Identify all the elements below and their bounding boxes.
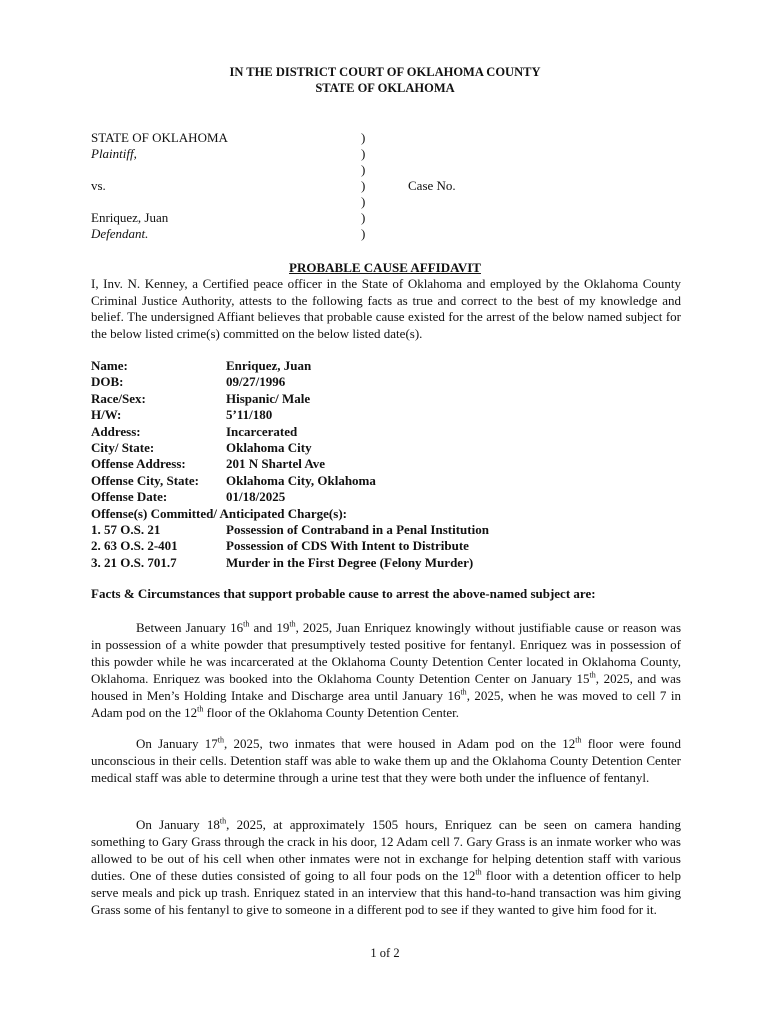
charges-heading-row <box>91 506 691 522</box>
caption-paren: ) <box>361 210 366 225</box>
caption-paren: ) <box>361 226 366 241</box>
detail-value: Incarcerated <box>226 423 298 439</box>
document-title: PROBABLE CAUSE AFFIDAVIT <box>289 260 481 275</box>
caption-paren: ) <box>361 130 366 145</box>
caption-row <box>91 178 691 194</box>
facts-paragraph-1: Between January 16th and 19th, 2025, Juan Enriquez knowingly without justifiable cause or reason was in possession of a white powder that presumptively tested positive for fentanyl. Enriquez was in possession of this powder while he was incarcerated at the Oklahoma County Detention Center located in Oklahoma County, Oklahoma. Enriquez was booked into the Oklahoma County Detention Center on January 15th, 2025, and was housed in Men’s Holding Intake and Discharge area until January 16th, 2025, when he was moved to cell 7 in Adam pod on the 12th floor of the Oklahoma County Detention Center. <box>91 619 682 720</box>
page-number: 1 of 2 <box>370 946 400 960</box>
detail-row <box>91 374 691 390</box>
caption-paren: ) <box>361 146 366 161</box>
detail-row <box>91 456 691 472</box>
plaintiff-role: Plaintiff, <box>91 146 137 161</box>
detail-value: 09/27/1996 <box>226 374 286 390</box>
charge-description: Possession of Contraband in a Penal Institution <box>226 521 489 537</box>
caption-row <box>91 226 691 242</box>
detail-label: Offense Address: <box>91 456 186 472</box>
detail-label: City/ State: <box>91 439 155 455</box>
detail-value: Enriquez, Juan <box>226 358 312 373</box>
caption-paren: ) <box>361 162 366 177</box>
detail-row <box>91 391 691 407</box>
charge-statute: 2. 63 O.S. 2-401 <box>91 538 178 554</box>
detail-label: Offense Date: <box>91 489 168 505</box>
detail-value: 201 N Shartel Ave <box>226 456 326 472</box>
case-number-label: Case No. <box>408 178 456 193</box>
charge-row <box>91 555 691 571</box>
caption-row <box>91 146 691 162</box>
charge-row <box>91 522 691 538</box>
facts-heading: Facts & Circumstances that support probable cause to arrest the above-named subject are: <box>91 586 596 601</box>
detail-value: Hispanic/ Male <box>226 390 311 406</box>
charge-description: Murder in the First Degree (Felony Murder) <box>226 554 474 570</box>
charge-description: Possession of CDS With Intent to Distribute <box>226 538 469 554</box>
detail-value: 5’11/180 <box>226 407 273 423</box>
caption-paren: ) <box>361 194 366 209</box>
detail-value: Oklahoma City <box>226 439 312 455</box>
caption-row <box>91 210 691 226</box>
detail-label: Offense City, State: <box>91 472 199 488</box>
detail-row <box>91 489 691 505</box>
intro-paragraph: I, Inv. N. Kenney, a Certified peace officer in the State of Oklahoma and employed by the Oklahoma County Criminal Justice Authority, attests to the following facts as true and correct to the best of my knowledge and belief. The undersigned Affiant believes that probable cause existed for the arrest of the below named subject for the below listed crime(s) committed on the below listed date(s). <box>91 276 681 341</box>
detail-label: DOB: <box>91 374 124 390</box>
facts-paragraph-2: On January 17th, 2025, two inmates that were housed in Adam pod on the 12th floor were found unconscious in their cells. Detention staff was able to wake them up and the Oklahoma County Detention Center medical staff was able to determine through a urine test that they were both under the influence of fentanyl. <box>91 735 681 785</box>
caption-row <box>91 194 691 210</box>
detail-label: H/W: <box>91 407 122 423</box>
detail-label: Address: <box>91 423 141 439</box>
detail-row <box>91 407 691 423</box>
detail-label: Name: <box>91 358 128 373</box>
detail-row <box>91 440 691 456</box>
facts-paragraph-3: On January 18th, 2025, at approximately 1505 hours, Enriquez can be seen on camera handing something to Gary Grass through the crack in his door, 12 Adam cell 7. Gary Grass is an inmate worker who was allowed to be out of his cell when other inmates were not in exchange for helping detention staff with various duties. One of these duties consisted of going to all four pods on the 12th floor with a detention officer to help serve meals and pick up trash. Enriquez stated in an interview that this hand-to-hand transaction was him giving Grass some of his fentanyl to give to someone in a different pod to see if they wanted to give him food for it. <box>91 816 681 917</box>
detail-value: Oklahoma City, Oklahoma <box>226 472 376 488</box>
caption-paren: ) <box>361 178 366 193</box>
defendant-name: Enriquez, Juan <box>91 210 169 225</box>
court-header <box>0 64 770 96</box>
court-state: STATE OF OKLAHOMA <box>315 81 455 95</box>
defendant-role: Defendant. <box>91 226 149 241</box>
detail-row <box>91 424 691 440</box>
charge-row <box>91 538 691 554</box>
charge-statute: 3. 21 O.S. 701.7 <box>91 554 177 570</box>
versus-label: vs. <box>91 178 106 193</box>
detail-label: Race/Sex: <box>91 390 146 406</box>
plaintiff-name: STATE OF OKLAHOMA <box>91 130 228 145</box>
caption-row <box>91 130 691 146</box>
detail-row <box>91 358 691 374</box>
court-name: IN THE DISTRICT COURT OF OKLAHOMA COUNTY <box>229 65 541 79</box>
charges-heading: Offense(s) Committed/ Anticipated Charge(s): <box>91 505 347 521</box>
charge-statute: 1. 57 O.S. 21 <box>91 521 161 537</box>
caption-row <box>91 162 691 178</box>
detail-value: 01/18/2025 <box>226 489 286 505</box>
detail-row <box>91 473 691 489</box>
subject-details <box>91 358 691 571</box>
